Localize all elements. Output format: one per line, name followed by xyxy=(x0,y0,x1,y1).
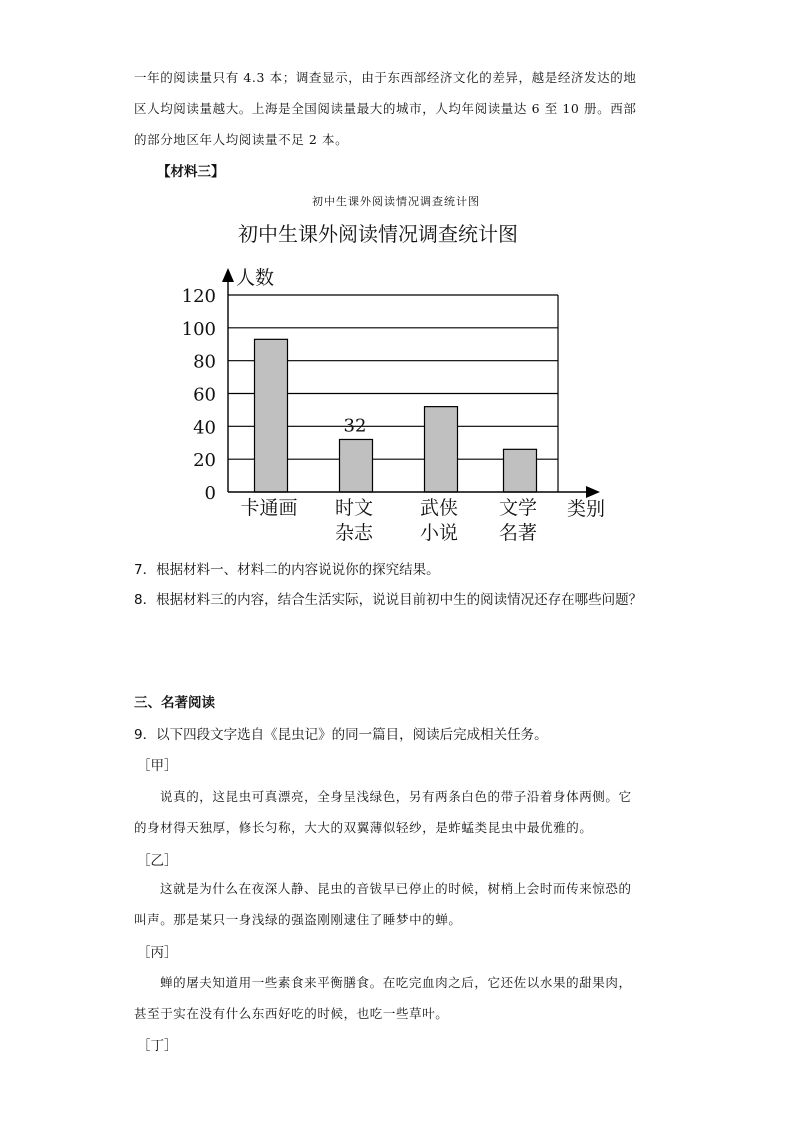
passage-bing-line-1: 蝉的屠夫知道用一些素食来平衡膳食。在吃完血肉之后，它还佐以水果的甜果肉， xyxy=(160,975,632,990)
chart-title: 初中生课外阅读情况调查统计图 xyxy=(238,222,518,246)
question-8: 8．根据材料三的内容，结合生活实际，说说目前初中生的阅读情况还存在哪些问题？ xyxy=(134,592,643,608)
y-tick-label: 80 xyxy=(193,351,216,373)
y-tick-label: 20 xyxy=(193,450,216,472)
passage-jia-line-2: 的身材得天独厚，修长匀称，大大的双翼薄似轻纱，是蚱蜢类昆虫中最优雅的。 xyxy=(134,820,593,835)
passage-yi-line-1: 这就是为什么在夜深人静、昆虫的音钹早已停止的时候，树梢上会时而传来惊恐的 xyxy=(160,881,632,896)
y-tick-label: 100 xyxy=(181,318,216,340)
bar xyxy=(340,439,373,492)
section-heading: 三、名著阅读 xyxy=(134,695,215,711)
passage-yi-line-2: 叫声。那是某只一身浅绿的强盗刚刚逮住了睡梦中的蝉。 xyxy=(134,912,462,927)
paragraph-line-2: 区人均阅读量越大。上海是全国阅读量最大的城市，人均年阅读量达 6 至 10 册。西部 xyxy=(134,101,637,116)
category-label: 文学 xyxy=(498,497,538,519)
question-9: 9．以下四段文字选自《昆虫记》的同一篇目，阅读后完成相关任务。 xyxy=(134,727,548,743)
bars xyxy=(255,339,537,492)
passage-yi-label: ［乙］ xyxy=(137,853,178,869)
category-label: 名著 xyxy=(498,522,538,544)
y-tick-labels xyxy=(182,286,216,504)
material3-label: 【材料三】 xyxy=(157,164,225,180)
passage-bing-line-2: 甚至于实在没有什么东西好吃的时候，也吃一些草叶。 xyxy=(134,1006,449,1021)
x-axis-label: 类别 xyxy=(567,498,606,520)
question-7: 7．根据材料一、材料二的内容说说你的探究结果。 xyxy=(134,562,440,578)
bar xyxy=(425,407,458,492)
y-axis-arrow xyxy=(222,268,234,282)
category-label: 小说 xyxy=(419,522,459,544)
category-label: 时文 xyxy=(334,497,374,519)
paragraph-line-1: 一年的阅读量只有 4.3 本；调查显示，由于东西部经济文化的差异，越是经济发达的地 xyxy=(134,70,637,85)
y-axis-label: 人数 xyxy=(236,267,275,289)
passage-ding-label: ［丁］ xyxy=(137,1038,178,1054)
passage-jia-line-1: 说真的，这昆虫可真漂亮，全身呈浅绿色，另有两条白色的带子沿着身体两侧。它 xyxy=(160,789,632,804)
figure-caption: 初中生课外阅读情况调查统计图 xyxy=(312,195,480,208)
category-label: 卡通画 xyxy=(240,497,298,519)
y-tick-label: 120 xyxy=(181,286,216,307)
passage-jia-label: ［甲］ xyxy=(137,758,178,774)
passage-bing-label: ［丙］ xyxy=(137,945,178,961)
y-tick-label: 40 xyxy=(193,417,216,439)
bar-chart xyxy=(0,210,794,550)
bar xyxy=(504,449,537,492)
y-tick-label: 60 xyxy=(193,384,216,406)
category-label: 武侠 xyxy=(419,497,459,519)
x-axis-arrow xyxy=(586,486,600,498)
bar xyxy=(255,339,288,492)
category-label: 杂志 xyxy=(334,522,374,544)
paragraph-line-3: 的部分地区年人均阅读量不足 2 本。 xyxy=(134,132,349,147)
data-label: 32 xyxy=(343,415,367,437)
data-labels xyxy=(344,415,367,436)
category-labels xyxy=(240,497,537,544)
y-tick-label: 0 xyxy=(204,483,216,504)
